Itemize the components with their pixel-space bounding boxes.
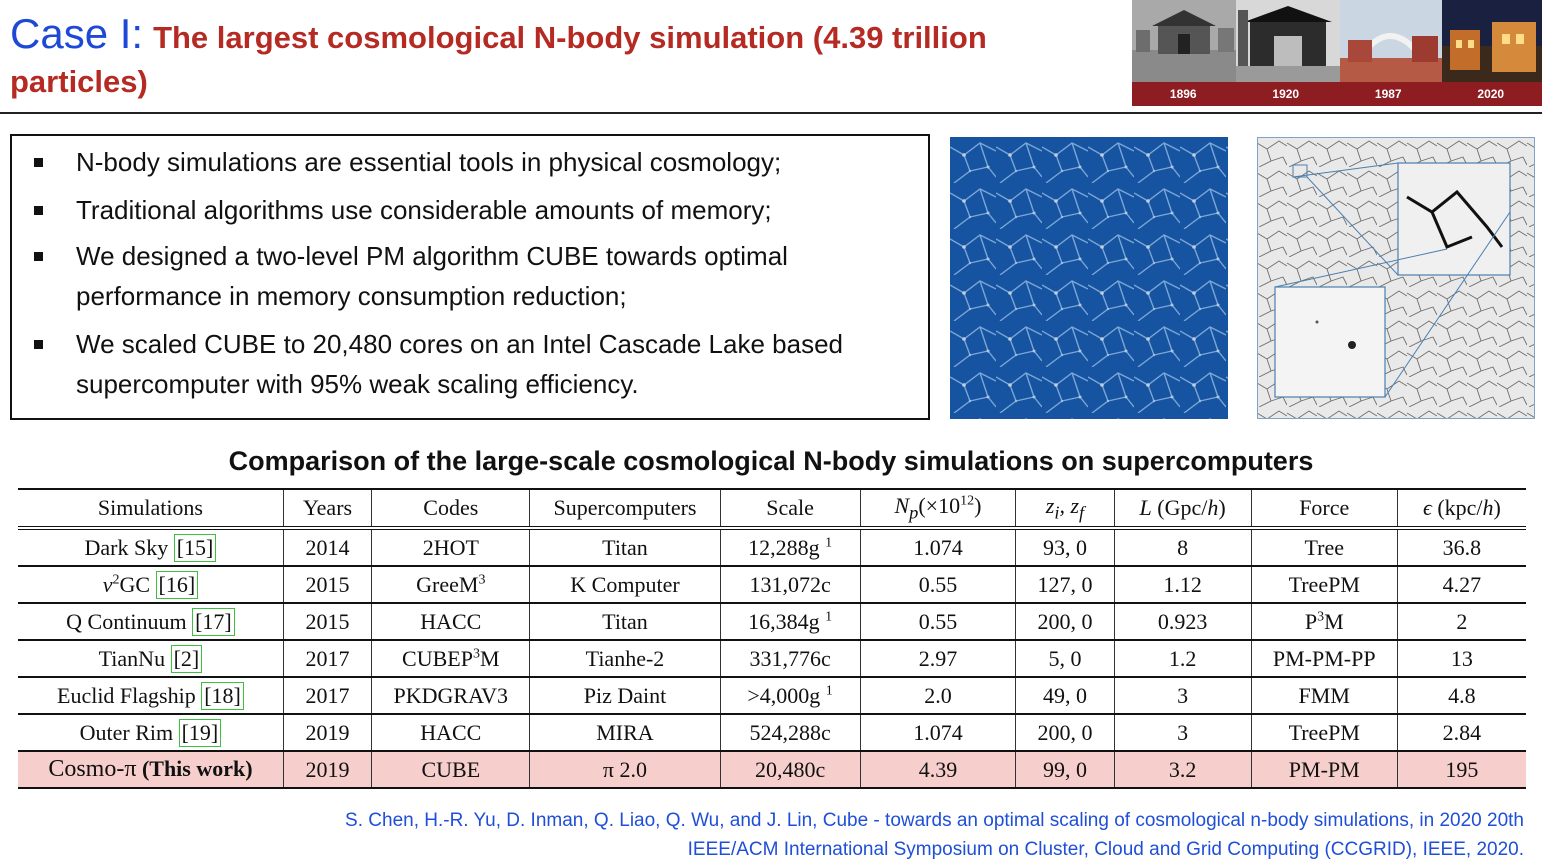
- cell-scale: 20,480c: [720, 751, 860, 788]
- cell-redshift: 5, 0: [1016, 640, 1114, 677]
- citation-line: S. Chen, H.-R. Yu, D. Inman, Q. Liao, Q. Wu, and J. Lin, Cube - towards an optimal scaling of cosmological n-body simulations, in 2020 20th: [345, 810, 1524, 831]
- cell-year: 2017: [283, 640, 371, 677]
- cell-simulation: Q Continuum [17]: [18, 603, 283, 640]
- cell-force: FMM: [1251, 677, 1397, 714]
- cell-code: HACC: [372, 714, 530, 751]
- cell-code: HACC: [372, 603, 530, 640]
- cell-simulation: Dark Sky [15]: [18, 528, 283, 566]
- header-box-size: L (Gpc/h): [1114, 489, 1251, 528]
- cell-year: 2019: [283, 751, 371, 788]
- cell-year: 2014: [283, 528, 371, 566]
- header-supercomputers: Supercomputers: [530, 489, 720, 528]
- cell-np: 0.55: [860, 566, 1016, 603]
- cell-scale: 131,072c: [720, 566, 860, 603]
- cell-simulation: Outer Rim [19]: [18, 714, 283, 751]
- cell-softening: 4.8: [1397, 677, 1526, 714]
- case-label: Case I:: [10, 10, 144, 57]
- cell-box-size: 3.2: [1114, 751, 1251, 788]
- table-row: [18, 640, 1526, 677]
- cell-redshift: 200, 0: [1016, 714, 1114, 751]
- cell-year: 2015: [283, 603, 371, 640]
- table-row-highlight: [18, 751, 1526, 788]
- year-label: 1920: [1272, 87, 1300, 101]
- citation-ref-link[interactable]: [2]: [171, 645, 203, 673]
- cell-softening: 4.27: [1397, 566, 1526, 603]
- cell-code: PKDGRAV3: [372, 677, 530, 714]
- cell-np: 1.074: [860, 714, 1016, 751]
- citation-ref-link[interactable]: [15]: [174, 534, 217, 562]
- cell-supercomputer: Tianhe-2: [530, 640, 720, 677]
- header-years: Years: [283, 489, 371, 528]
- cell-force: TreePM: [1251, 566, 1397, 603]
- cell-code: CUBEP$^3$M: [372, 640, 530, 677]
- cell-box-size: 3: [1114, 677, 1251, 714]
- citation-ref-link[interactable]: [17]: [192, 608, 235, 636]
- bullet-box: N-body simulations are essential tools in physical cosmology; Traditional algorithms use considerable amounts of memory; We designed a two-level PM algorithm CUBE towards optimal performance in memory consumption reduction; We scaled CUBE to 20,480 cores on an Intel Cascade Lake based supercomputer with 95% weak scaling efficiency.: [10, 134, 930, 420]
- cell-box-size: 3: [1114, 714, 1251, 751]
- table-row: [18, 603, 1526, 640]
- cell-year: 2015: [283, 566, 371, 603]
- cell-softening: 36.8: [1397, 528, 1526, 566]
- year-label: 1896: [1169, 87, 1197, 101]
- cell-redshift: 99, 0: [1016, 751, 1114, 788]
- bullet-square-icon: [34, 206, 43, 215]
- year-label: 2020: [1477, 87, 1505, 101]
- cell-force: Tree: [1251, 528, 1397, 566]
- table-title: Comparison of the large-scale cosmological N-body simulations on supercomputers: [228, 446, 1314, 476]
- cell-simulation: Cosmo-π (This work): [18, 751, 283, 788]
- cell-supercomputer: K Computer: [530, 566, 720, 603]
- cell-force: $P^3M$: [1251, 603, 1397, 640]
- cell-scale: 331,776c: [720, 640, 860, 677]
- cell-scale: >4,000g $^1$: [720, 677, 860, 714]
- bullet-square-icon: [34, 340, 43, 349]
- year-bar: [1132, 82, 1542, 106]
- cell-redshift: 127, 0: [1016, 566, 1114, 603]
- campus-photo-strip: [1132, 0, 1542, 106]
- table-header-row: [18, 489, 1526, 528]
- header-force: Force: [1251, 489, 1397, 528]
- cell-simulation: $\nu^2GC$ [16]: [18, 566, 283, 603]
- slide-title: [10, 10, 987, 58]
- cell-force: PM-PM: [1251, 751, 1397, 788]
- photo-2020: [1442, 0, 1542, 82]
- cell-np: 2.97: [860, 640, 1016, 677]
- cell-softening: 195: [1397, 751, 1526, 788]
- header-softening: ϵ (kpc/h): [1397, 489, 1526, 528]
- title-text: The largest cosmological N-body simulation (4.39 trillion: [153, 20, 987, 55]
- cell-softening: 13: [1397, 640, 1526, 677]
- bullet-square-icon: [34, 252, 43, 261]
- citation-ref-link[interactable]: [16]: [156, 571, 199, 599]
- cell-redshift: 49, 0: [1016, 677, 1114, 714]
- cell-box-size: 1.2: [1114, 640, 1251, 677]
- cosmic-web-blue-image: [950, 137, 1228, 419]
- cell-simulation: Euclid Flagship [18]: [18, 677, 283, 714]
- cell-simulation: TianNu [2]: [18, 640, 283, 677]
- cell-supercomputer: MIRA: [530, 714, 720, 751]
- cell-supercomputer: Titan: [530, 603, 720, 640]
- cell-supercomputer: π 2.0: [530, 751, 720, 788]
- cell-softening: 2: [1397, 603, 1526, 640]
- cell-force: TreePM: [1251, 714, 1397, 751]
- title-text-continued: particles): [10, 64, 148, 99]
- cell-box-size: 1.12: [1114, 566, 1251, 603]
- cell-box-size: 0.923: [1114, 603, 1251, 640]
- cell-year: 2019: [283, 714, 371, 751]
- cell-code: GreeM$^3$: [372, 566, 530, 603]
- citation-ref-link[interactable]: [19]: [179, 719, 222, 747]
- cell-scale: 524,288c: [720, 714, 860, 751]
- header-scale: Scale: [720, 489, 860, 528]
- header-simulations: Simulations: [97, 495, 203, 520]
- table-row: [18, 528, 1526, 566]
- cell-code: 2HOT: [372, 528, 530, 566]
- cell-supercomputer: Piz Daint: [530, 677, 720, 714]
- cell-redshift: 200, 0: [1016, 603, 1114, 640]
- reference-citation: [104, 806, 1524, 864]
- cell-np: 0.55: [860, 603, 1016, 640]
- photo-1987: [1340, 0, 1442, 82]
- citation-line: IEEE/ACM International Symposium on Cluster, Cloud and Grid Computing (CCGRID), IEEE, 2020.: [687, 839, 1524, 860]
- photo-1896: [1132, 0, 1236, 82]
- cell-redshift: 93, 0: [1016, 528, 1114, 566]
- cell-np: 4.39: [860, 751, 1016, 788]
- cell-code: CUBE: [372, 751, 530, 788]
- cell-force: PM-PM-PP: [1251, 640, 1397, 677]
- cell-year: 2017: [283, 677, 371, 714]
- photo-1920: [1236, 0, 1340, 82]
- table-row: [18, 677, 1526, 714]
- table-row: [18, 714, 1526, 751]
- cell-scale: 16,384g $^1$: [720, 603, 860, 640]
- cosmic-web-zoom-image: [1257, 137, 1535, 419]
- header-divider: [0, 112, 1542, 114]
- header-np: $N_p(\times 10^{12})$: [860, 489, 1016, 528]
- cell-softening: 2.84: [1397, 714, 1526, 751]
- bullet-square-icon: [34, 158, 43, 167]
- citation-ref-link[interactable]: [18]: [201, 682, 244, 710]
- cell-supercomputer: Titan: [530, 528, 720, 566]
- table-row: [18, 566, 1526, 603]
- cell-np: 1.074: [860, 528, 1016, 566]
- year-label: 1987: [1374, 87, 1402, 101]
- cell-box-size: 8: [1114, 528, 1251, 566]
- comparison-table: [18, 488, 1526, 789]
- cell-np: 2.0: [860, 677, 1016, 714]
- cell-scale: 12,288g $^1$: [720, 528, 860, 566]
- header-redshift: $z_i$, $z_f$: [1016, 489, 1114, 528]
- header-codes: Codes: [372, 489, 530, 528]
